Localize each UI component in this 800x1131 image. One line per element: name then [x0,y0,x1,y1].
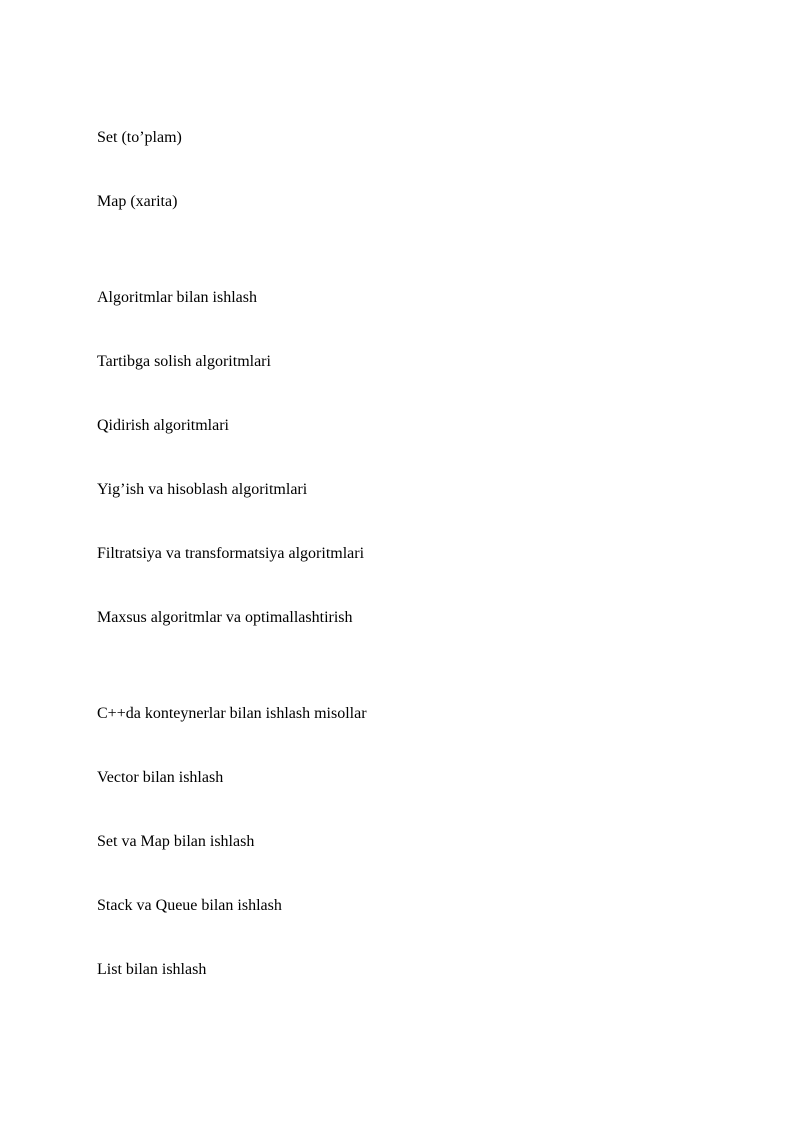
text-line-filter-transform: Filtratsiya va transformatsiya algoritmlari [97,545,365,562]
section-heading-algorithms: Algoritmlar bilan ishlash [97,289,257,306]
text-line-vector: Vector bilan ishlash [97,769,224,786]
text-line-accumulate-algorithms: Yig’ish va hisoblash algoritmlari [97,481,308,498]
text-line-search-algorithms: Qidirish algoritmlari [97,417,229,434]
text-line-map: Map (xarita) [97,193,178,210]
section-heading-container-examples: C++da konteynerlar bilan ishlash misollar [97,705,367,722]
text-line-sorting-algorithms: Tartibga solish algoritmlari [97,353,271,370]
text-line-list: List bilan ishlash [97,961,207,978]
text-line-special-algorithms: Maxsus algoritmlar va optimallashtirish [97,609,353,626]
text-line-stack-and-queue: Stack va Queue bilan ishlash [97,897,282,914]
text-line-set: Set (to’plam) [97,129,182,146]
text-line-set-and-map: Set va Map bilan ishlash [97,833,255,850]
